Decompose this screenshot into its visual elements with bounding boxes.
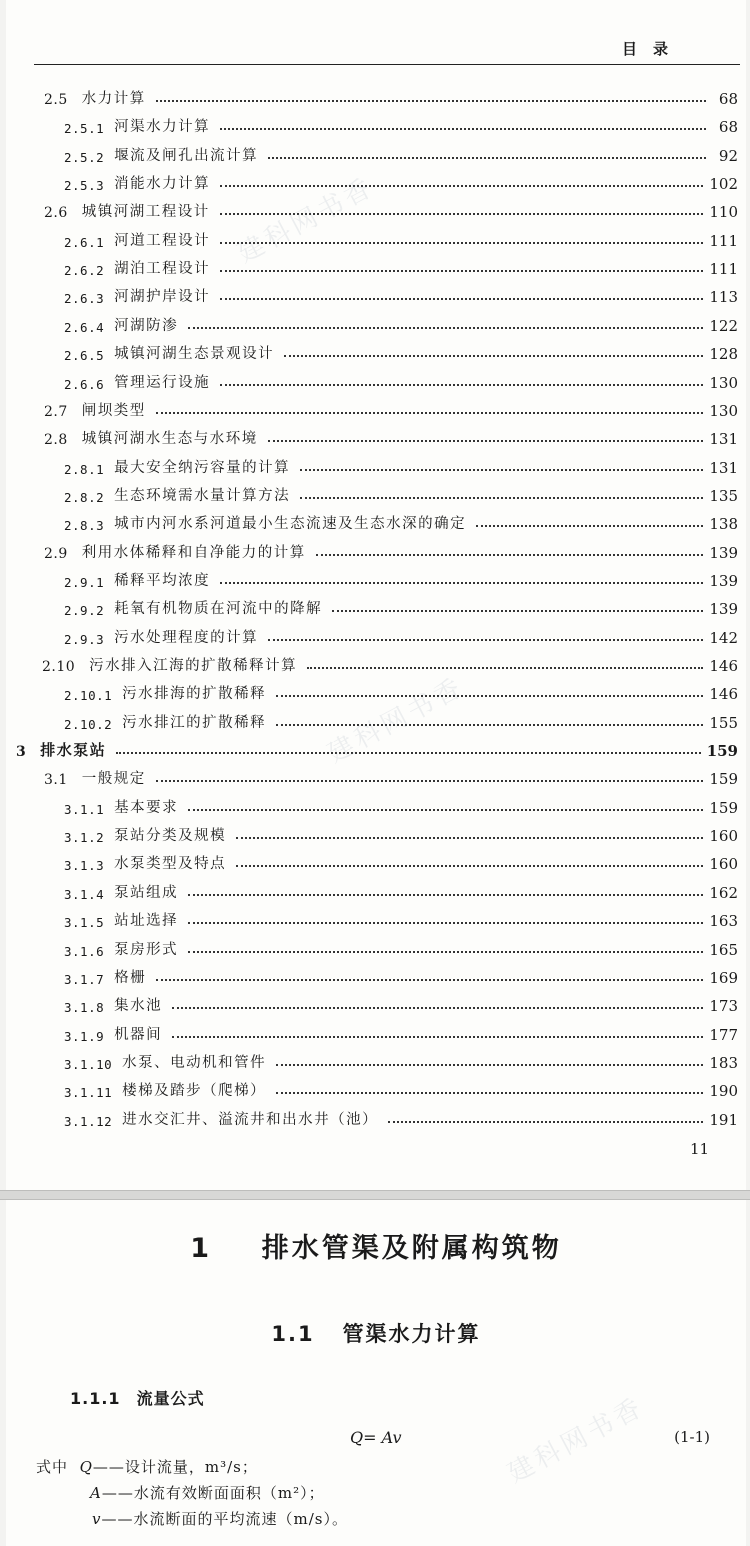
toc-entry-title: 城镇河湖工程设计 — [81, 204, 210, 221]
toc-entry-number: 2.5 — [44, 92, 68, 108]
toc-entry — [64, 906, 738, 930]
toc-leader-dots — [236, 865, 703, 867]
toc-entry-page: 102 — [709, 175, 738, 194]
section-title: 管渠水力计算 — [342, 1322, 481, 1346]
toc-entry — [64, 623, 738, 647]
toc-entry-page: 130 — [709, 373, 738, 392]
toc-entry-title: 一般规定 — [81, 771, 146, 788]
toc-entry-title: 排水泵站 — [40, 741, 107, 760]
toc-entry-title: 水力计算 — [81, 91, 146, 107]
toc-entry-page: 190 — [709, 1082, 738, 1101]
toc-entry-page: 159 — [709, 770, 738, 789]
body-page — [6, 1200, 746, 1546]
toc-entry-title: 泵站分类及规模 — [114, 828, 227, 845]
toc-entry-number: 3.1.4 — [64, 886, 105, 902]
toc-entry — [64, 112, 738, 136]
toc-entry-page: 159 — [709, 798, 738, 817]
toc-entry-title: 城市内河水系河道最小生态流速及生态水深的确定 — [114, 516, 467, 533]
toc-entry-title: 河湖防渗 — [114, 317, 179, 334]
toc-entry-page: 138 — [709, 515, 738, 534]
where-line-2 — [90, 1482, 325, 1503]
chapter-number: 1 — [190, 1233, 213, 1264]
toc-entry-page: 155 — [709, 713, 738, 732]
toc-entry-number: 3.1.11 — [64, 1085, 113, 1101]
toc-entry-page: 191 — [709, 1110, 738, 1129]
toc-entry — [64, 169, 738, 193]
toc-entry-number: 3.1.6 — [64, 943, 105, 959]
definition-symbol: A — [90, 1484, 102, 1502]
toc-entry-number: 2.9 — [44, 545, 68, 562]
toc-entry — [64, 311, 738, 335]
toc-entry-number: 2.6.3 — [64, 291, 105, 307]
toc-leader-dots — [188, 922, 703, 924]
toc-entry-title: 格栅 — [114, 969, 147, 986]
toc-entry — [16, 736, 738, 760]
toc-leader-dots — [220, 270, 703, 272]
toc-entry — [64, 708, 738, 732]
toc-leader-dots — [276, 1092, 703, 1094]
toc-leader-dots — [156, 412, 704, 414]
toc-leader-dots — [220, 582, 703, 584]
toc-entry — [64, 1048, 738, 1072]
toc-entry-page: 128 — [709, 345, 738, 364]
toc-entry-number: 2.5.3 — [64, 178, 105, 194]
formula-number: (1-1) — [674, 1428, 710, 1446]
toc-entry-title: 水泵类型及特点 — [114, 856, 227, 873]
toc-leader-dots — [156, 979, 703, 981]
subsection-heading — [70, 1386, 221, 1409]
toc-entry-title: 消能水力计算 — [114, 176, 211, 193]
toc-entry — [64, 849, 738, 873]
toc-entry-number: 2.10.1 — [64, 688, 113, 704]
toc-entry-number: 2.6.1 — [64, 234, 105, 250]
toc-entry-title: 湖泊工程设计 — [114, 261, 211, 278]
toc-entry — [44, 764, 738, 788]
toc-entry — [44, 538, 738, 562]
toc-leader-dots — [276, 1064, 703, 1066]
toc-entry — [64, 282, 738, 306]
toc-entry-title: 最大安全纳污容量的计算 — [114, 459, 291, 476]
toc-leader-dots — [220, 242, 703, 244]
toc-entry-number: 3.1.9 — [64, 1028, 105, 1044]
toc-entry-title: 管理运行设施 — [114, 374, 211, 391]
toc-entry-number: 2.8.2 — [64, 489, 105, 505]
toc-entry-title: 污水排江的扩散稀释 — [122, 714, 267, 731]
chapter-title: 排水管渠及附属构筑物 — [261, 1233, 562, 1264]
definition-text: ——水流断面的平均流速（m/s）。 — [101, 1510, 348, 1528]
toc-entry-page: 92 — [718, 146, 738, 165]
toc-leader-dots — [220, 185, 703, 187]
toc-entry-number: 3.1.5 — [64, 915, 105, 931]
toc-entry — [64, 453, 738, 477]
toc-entry — [64, 991, 738, 1015]
toc-leader-dots — [188, 894, 703, 896]
definition-text: ——设计流量，m³/s； — [92, 1458, 258, 1476]
toc-leader-dots — [300, 497, 703, 499]
toc-leader-dots — [172, 1007, 703, 1009]
toc-entry — [44, 197, 738, 221]
toc-leader-dots — [268, 639, 703, 641]
toc-entry — [44, 396, 738, 420]
definition-text: ——水流有效断面面积（m²）； — [101, 1484, 325, 1502]
toc-leader-dots — [316, 554, 704, 556]
toc-entry — [64, 1105, 738, 1129]
toc-entry-page: 113 — [709, 288, 738, 307]
toc-entry-page: 68 — [718, 118, 738, 137]
toc-entry-page: 111 — [709, 231, 738, 250]
toc-leader-dots — [276, 724, 703, 726]
toc-entry-title: 水泵、电动机和管件 — [122, 1054, 267, 1071]
toc-entry-page: 162 — [709, 883, 738, 902]
toc-entry — [64, 481, 738, 505]
toc-entry-page: 131 — [709, 430, 738, 449]
toc-entry-page: 139 — [709, 543, 738, 562]
where-line-3 — [92, 1508, 348, 1529]
toc-entry-title: 泵站组成 — [114, 884, 179, 901]
toc-entry — [64, 368, 738, 392]
toc-leader-dots — [388, 1121, 703, 1123]
toc-leader-dots — [188, 809, 703, 811]
toc-entry-page: 163 — [709, 912, 738, 931]
toc-page — [6, 0, 746, 1190]
page-divider — [0, 1190, 750, 1200]
toc-leader-dots — [172, 1036, 703, 1038]
toc-entry-title: 城镇河湖生态景观设计 — [114, 346, 275, 363]
toc-entry-number: 3.1.1 — [64, 801, 105, 817]
toc-entry-title: 河道工程设计 — [114, 232, 211, 249]
where-line-1 — [36, 1456, 258, 1477]
toc-entry-number: 3.1.3 — [64, 858, 105, 874]
toc-entry-number: 2.6.6 — [64, 376, 105, 392]
toc-entry-page: 68 — [718, 90, 738, 108]
toc-entry-title: 利用水体稀释和自净能力的计算 — [81, 544, 306, 561]
definition-symbol: Q — [79, 1458, 93, 1476]
toc-entry-title: 楼梯及踏步（爬梯） — [122, 1083, 267, 1100]
toc-entry — [64, 793, 738, 817]
toc-entry-number: 2.8.3 — [64, 518, 105, 534]
toc-entry-number: 2.10 — [42, 659, 76, 675]
toc-entry-title: 泵房形式 — [114, 941, 179, 958]
toc-leader-dots — [307, 667, 703, 669]
toc-entry-title: 城镇河湖水生态与水环境 — [81, 431, 258, 448]
toc-leader-dots — [220, 213, 704, 215]
toc-entry — [44, 84, 738, 108]
toc-entry-page: 135 — [709, 486, 738, 505]
toc-entry — [64, 963, 738, 987]
toc-entry-title: 污水排入江海的扩散稀释计算 — [89, 658, 298, 674]
toc-leader-dots — [268, 157, 706, 159]
toc-entry-page: 146 — [709, 685, 738, 704]
toc-entry-number: 2.6.4 — [64, 319, 105, 335]
toc-entry-page: 130 — [709, 401, 738, 420]
toc-entry — [64, 1076, 738, 1100]
toc-entry — [64, 226, 738, 250]
toc-entry-number: 3.1 — [44, 772, 68, 789]
toc-entry — [64, 679, 738, 703]
section-number: 1.1 — [271, 1322, 315, 1346]
page-number: 11 — [690, 1140, 710, 1158]
toc-entry-page: 139 — [709, 600, 738, 619]
toc-entry — [64, 1020, 738, 1044]
toc-entry-page: 111 — [709, 260, 738, 279]
toc-entry-number: 3 — [16, 744, 27, 761]
toc-entry-page: 142 — [709, 628, 738, 647]
toc-leader-dots — [188, 327, 703, 329]
toc-entry-page: 177 — [709, 1025, 738, 1044]
toc-entry-number: 2.9.3 — [64, 631, 105, 647]
toc-leader-dots — [236, 837, 703, 839]
page-header-label: 目录 — [621, 40, 684, 58]
toc-entry-title: 站址选择 — [114, 913, 179, 930]
toc-entry-page: 165 — [709, 940, 738, 959]
formula: Q= Av — [350, 1428, 402, 1447]
toc-leader-dots — [156, 780, 704, 782]
toc-entry-title: 机器间 — [114, 1026, 163, 1043]
toc-entry-number: 2.5.1 — [64, 121, 105, 137]
toc-entry — [64, 141, 738, 165]
toc-leader-dots — [300, 469, 703, 471]
toc-entry-page: 146 — [709, 657, 738, 675]
toc-entry-number: 2.6.2 — [64, 263, 105, 279]
toc-entry-number: 2.8 — [44, 432, 68, 449]
toc-entry-page: 173 — [709, 997, 738, 1016]
toc-entry-page: 183 — [709, 1053, 738, 1072]
toc-entry — [64, 594, 738, 618]
toc-entry-title: 堰流及闸孔出流计算 — [114, 147, 259, 164]
toc-entry-title: 生态环境需水量计算方法 — [114, 487, 291, 504]
toc-entry — [64, 935, 738, 959]
toc-entry — [64, 254, 738, 278]
toc-entry-number: 2.6.5 — [64, 348, 105, 364]
definition-symbol: v — [92, 1510, 102, 1528]
toc-entry-number: 3.1.8 — [64, 1000, 105, 1016]
toc-entry-page: 139 — [709, 571, 738, 590]
toc-entry-title: 河湖护岸设计 — [114, 289, 211, 306]
toc-leader-dots — [268, 440, 704, 442]
toc-leader-dots — [476, 525, 703, 527]
toc-entry-page: 131 — [709, 458, 738, 477]
toc-entry-title: 基本要求 — [114, 799, 179, 816]
toc-entry-title: 进水交汇井、溢流井和出水井（池） — [122, 1111, 379, 1128]
toc-entry-number: 3.1.12 — [64, 1113, 113, 1129]
header-rule — [34, 64, 740, 65]
toc-entry-number: 2.9.2 — [64, 603, 105, 619]
toc-entry-title: 稀释平均浓度 — [114, 572, 211, 589]
toc-entry-title: 闸坝类型 — [81, 402, 146, 419]
toc-entry — [44, 424, 738, 448]
toc-entry-title: 耗氧有机物质在河流中的降解 — [114, 601, 323, 618]
toc-entry-number: 2.7 — [44, 403, 68, 420]
toc-entry-number: 3.1.7 — [64, 971, 105, 987]
toc-entry-number: 3.1.10 — [64, 1056, 113, 1072]
toc-leader-dots — [284, 355, 703, 357]
toc-entry-title: 污水处理程度的计算 — [114, 629, 259, 646]
toc-entry-title: 污水排海的扩散稀释 — [122, 686, 267, 703]
toc-leader-dots — [220, 298, 703, 300]
toc-leader-dots — [220, 128, 706, 130]
subsection-title: 流量公式 — [136, 1389, 205, 1408]
toc-entry-page: 169 — [709, 968, 738, 987]
toc-entry — [64, 566, 738, 590]
where-prefix: 式中 — [36, 1458, 69, 1476]
toc-leader-dots — [116, 752, 700, 754]
toc-entry — [64, 821, 738, 845]
chapter-heading — [6, 1226, 746, 1265]
toc-entry-title: 集水池 — [114, 998, 163, 1015]
toc-entry-page: 159 — [706, 742, 738, 761]
toc-entry-page: 110 — [709, 203, 738, 222]
toc-entry-number: 3.1.2 — [64, 830, 105, 846]
toc-entry-number: 2.6 — [44, 205, 68, 222]
toc-entry — [64, 878, 738, 902]
toc-entry-title: 河渠水力计算 — [114, 119, 211, 136]
toc-entry — [64, 509, 738, 533]
subsection-number: 1.1.1 — [70, 1389, 121, 1408]
toc-leader-dots — [332, 610, 703, 612]
toc-entry-page: 122 — [709, 316, 738, 335]
toc-entry-number: 2.9.1 — [64, 574, 105, 590]
toc-entry — [42, 651, 738, 675]
toc-leader-dots — [276, 695, 703, 697]
toc-entry-page: 160 — [709, 827, 738, 846]
toc-entry-number: 2.8.1 — [64, 461, 105, 477]
toc-leader-dots — [156, 100, 706, 102]
section-heading — [6, 1318, 746, 1348]
toc-entry-number: 2.5.2 — [64, 149, 105, 165]
toc-leader-dots — [220, 384, 703, 386]
toc-entry-page: 160 — [709, 855, 738, 874]
toc-entry-number: 2.10.2 — [64, 716, 113, 732]
toc-leader-dots — [188, 951, 703, 953]
toc-entry — [64, 339, 738, 363]
